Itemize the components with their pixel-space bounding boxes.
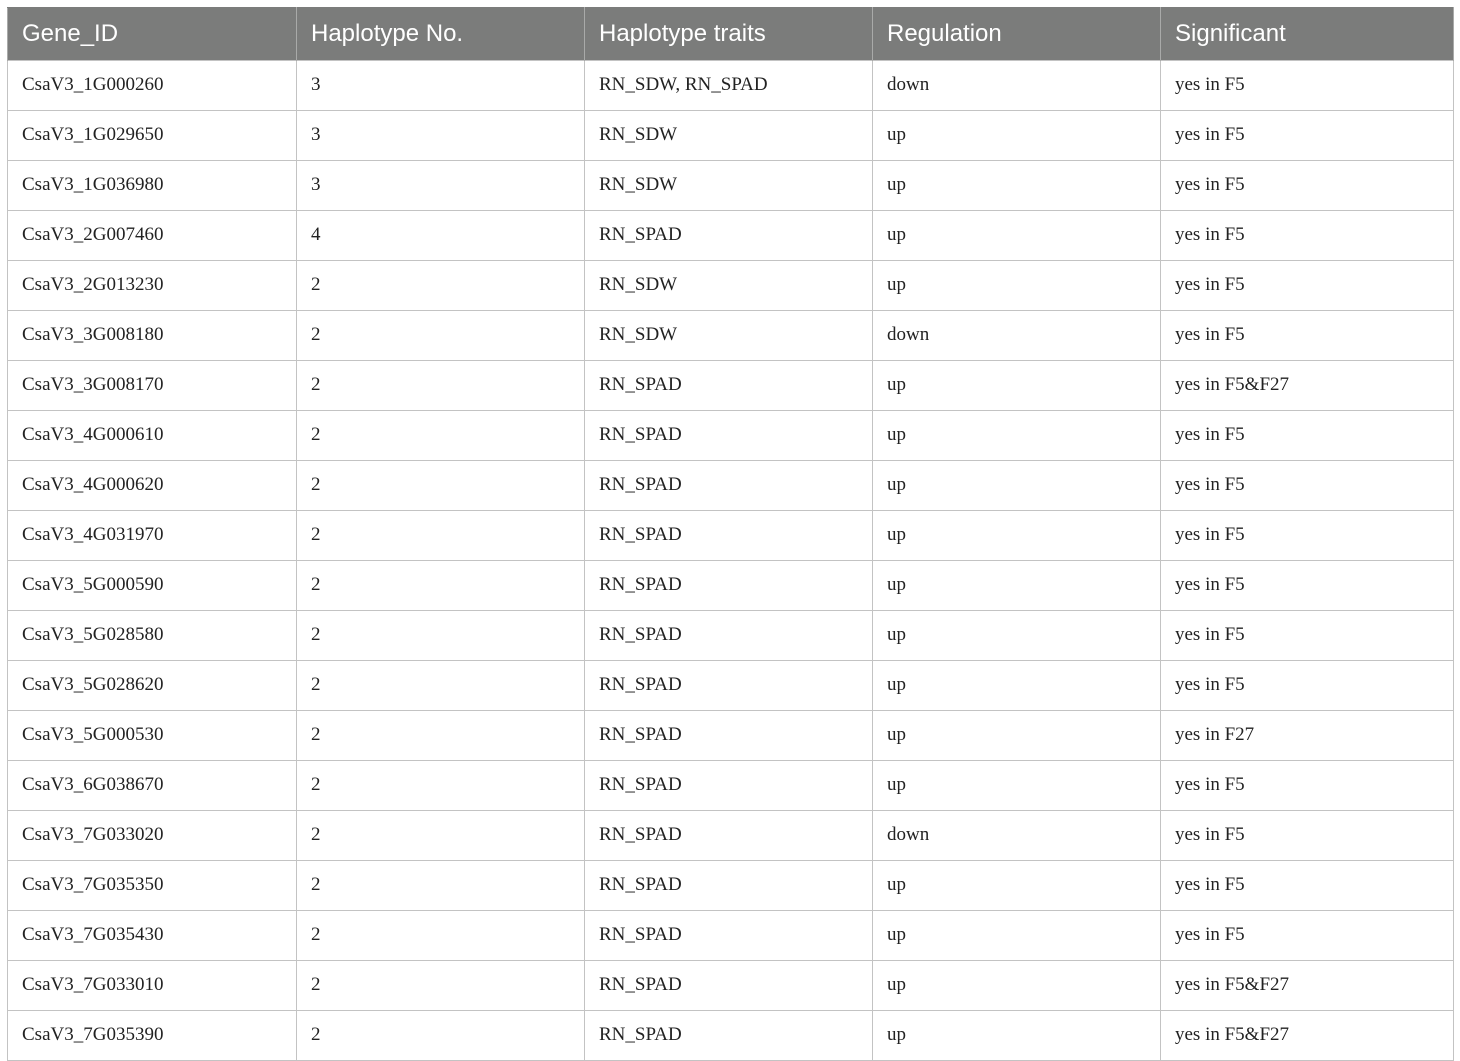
cell-gene-id: CsaV3_3G008180 [8,311,297,361]
cell-haplotype-traits: RN_SPAD [585,661,873,711]
cell-significant: yes in F5&F27 [1161,1011,1454,1061]
table-row [8,161,1454,211]
gene-haplotype-table-container [7,7,1453,1061]
cell-significant: yes in F27 [1161,711,1454,761]
cell-haplotype-no: 4 [297,211,585,261]
cell-significant: yes in F5 [1161,61,1454,111]
cell-haplotype-no: 2 [297,811,585,861]
cell-haplotype-traits: RN_SPAD [585,361,873,411]
table-row [8,111,1454,161]
cell-gene-id: CsaV3_5G028580 [8,611,297,661]
header-significant: Significant [1161,8,1454,61]
table-row [8,861,1454,911]
cell-gene-id: CsaV3_1G036980 [8,161,297,211]
table-row [8,61,1454,111]
table-row [8,361,1454,411]
cell-haplotype-traits: RN_SPAD [585,211,873,261]
cell-haplotype-no: 2 [297,561,585,611]
cell-gene-id: CsaV3_4G031970 [8,511,297,561]
cell-haplotype-traits: RN_SPAD [585,761,873,811]
cell-haplotype-traits: RN_SPAD [585,711,873,761]
cell-haplotype-no: 2 [297,311,585,361]
cell-regulation: up [873,961,1161,1011]
cell-haplotype-no: 2 [297,661,585,711]
cell-regulation: down [873,61,1161,111]
cell-gene-id: CsaV3_1G000260 [8,61,297,111]
cell-regulation: up [873,911,1161,961]
cell-haplotype-traits: RN_SDW, RN_SPAD [585,61,873,111]
table-row [8,411,1454,461]
cell-gene-id: CsaV3_7G033020 [8,811,297,861]
cell-haplotype-traits: RN_SDW [585,111,873,161]
table-body [8,61,1454,1061]
cell-haplotype-traits: RN_SDW [585,261,873,311]
cell-haplotype-no: 3 [297,61,585,111]
cell-haplotype-no: 2 [297,511,585,561]
table-header [8,8,1454,61]
gene-haplotype-table [7,7,1454,1061]
cell-significant: yes in F5 [1161,611,1454,661]
cell-regulation: up [873,461,1161,511]
cell-haplotype-traits: RN_SPAD [585,561,873,611]
cell-significant: yes in F5 [1161,661,1454,711]
cell-haplotype-no: 2 [297,861,585,911]
table-row [8,661,1454,711]
cell-regulation: up [873,1011,1161,1061]
cell-gene-id: CsaV3_5G000590 [8,561,297,611]
cell-significant: yes in F5 [1161,911,1454,961]
cell-significant: yes in F5 [1161,861,1454,911]
cell-haplotype-traits: RN_SPAD [585,461,873,511]
cell-haplotype-no: 2 [297,761,585,811]
cell-significant: yes in F5 [1161,811,1454,861]
cell-gene-id: CsaV3_2G013230 [8,261,297,311]
cell-significant: yes in F5 [1161,761,1454,811]
cell-gene-id: CsaV3_7G033010 [8,961,297,1011]
cell-significant: yes in F5&F27 [1161,961,1454,1011]
cell-haplotype-traits: RN_SPAD [585,411,873,461]
cell-haplotype-traits: RN_SPAD [585,1011,873,1061]
cell-regulation: up [873,711,1161,761]
cell-haplotype-traits: RN_SPAD [585,511,873,561]
cell-gene-id: CsaV3_1G029650 [8,111,297,161]
cell-haplotype-traits: RN_SPAD [585,611,873,661]
cell-regulation: up [873,861,1161,911]
cell-regulation: up [873,511,1161,561]
cell-haplotype-traits: RN_SPAD [585,811,873,861]
cell-significant: yes in F5 [1161,311,1454,361]
cell-gene-id: CsaV3_4G000620 [8,461,297,511]
header-haplotype-traits: Haplotype traits [585,8,873,61]
table-row [8,961,1454,1011]
cell-gene-id: CsaV3_7G035350 [8,861,297,911]
cell-haplotype-no: 2 [297,261,585,311]
cell-significant: yes in F5 [1161,411,1454,461]
table-row [8,761,1454,811]
cell-regulation: down [873,811,1161,861]
cell-haplotype-no: 2 [297,711,585,761]
cell-gene-id: CsaV3_5G028620 [8,661,297,711]
cell-significant: yes in F5 [1161,111,1454,161]
table-row [8,211,1454,261]
cell-gene-id: CsaV3_7G035430 [8,911,297,961]
cell-gene-id: CsaV3_7G035390 [8,1011,297,1061]
header-row [8,8,1454,61]
cell-regulation: up [873,111,1161,161]
cell-regulation: up [873,611,1161,661]
cell-haplotype-traits: RN_SDW [585,161,873,211]
cell-haplotype-traits: RN_SPAD [585,911,873,961]
cell-haplotype-no: 2 [297,611,585,661]
cell-haplotype-traits: RN_SPAD [585,861,873,911]
cell-regulation: up [873,761,1161,811]
table-row [8,911,1454,961]
cell-haplotype-no: 2 [297,461,585,511]
cell-haplotype-no: 2 [297,911,585,961]
table-row [8,511,1454,561]
cell-haplotype-no: 2 [297,1011,585,1061]
table-row [8,711,1454,761]
cell-regulation: down [873,311,1161,361]
cell-haplotype-no: 3 [297,161,585,211]
cell-regulation: up [873,361,1161,411]
cell-haplotype-traits: RN_SPAD [585,961,873,1011]
cell-significant: yes in F5 [1161,161,1454,211]
cell-haplotype-no: 2 [297,411,585,461]
cell-haplotype-no: 3 [297,111,585,161]
header-gene-id: Gene_ID [8,8,297,61]
cell-haplotype-no: 2 [297,361,585,411]
cell-significant: yes in F5 [1161,561,1454,611]
table-row [8,311,1454,361]
cell-significant: yes in F5 [1161,511,1454,561]
cell-regulation: up [873,411,1161,461]
cell-gene-id: CsaV3_2G007460 [8,211,297,261]
table-row [8,261,1454,311]
cell-regulation: up [873,661,1161,711]
table-row [8,461,1454,511]
cell-gene-id: CsaV3_5G000530 [8,711,297,761]
table-row [8,1011,1454,1061]
header-regulation: Regulation [873,8,1161,61]
cell-haplotype-traits: RN_SDW [585,311,873,361]
cell-significant: yes in F5 [1161,261,1454,311]
table-row [8,611,1454,661]
cell-gene-id: CsaV3_6G038670 [8,761,297,811]
cell-regulation: up [873,161,1161,211]
table-row [8,811,1454,861]
cell-regulation: up [873,561,1161,611]
table-row [8,561,1454,611]
cell-gene-id: CsaV3_4G000610 [8,411,297,461]
cell-significant: yes in F5 [1161,211,1454,261]
cell-regulation: up [873,261,1161,311]
cell-gene-id: CsaV3_3G008170 [8,361,297,411]
cell-significant: yes in F5&F27 [1161,361,1454,411]
cell-significant: yes in F5 [1161,461,1454,511]
header-haplotype-no: Haplotype No. [297,8,585,61]
cell-haplotype-no: 2 [297,961,585,1011]
cell-regulation: up [873,211,1161,261]
